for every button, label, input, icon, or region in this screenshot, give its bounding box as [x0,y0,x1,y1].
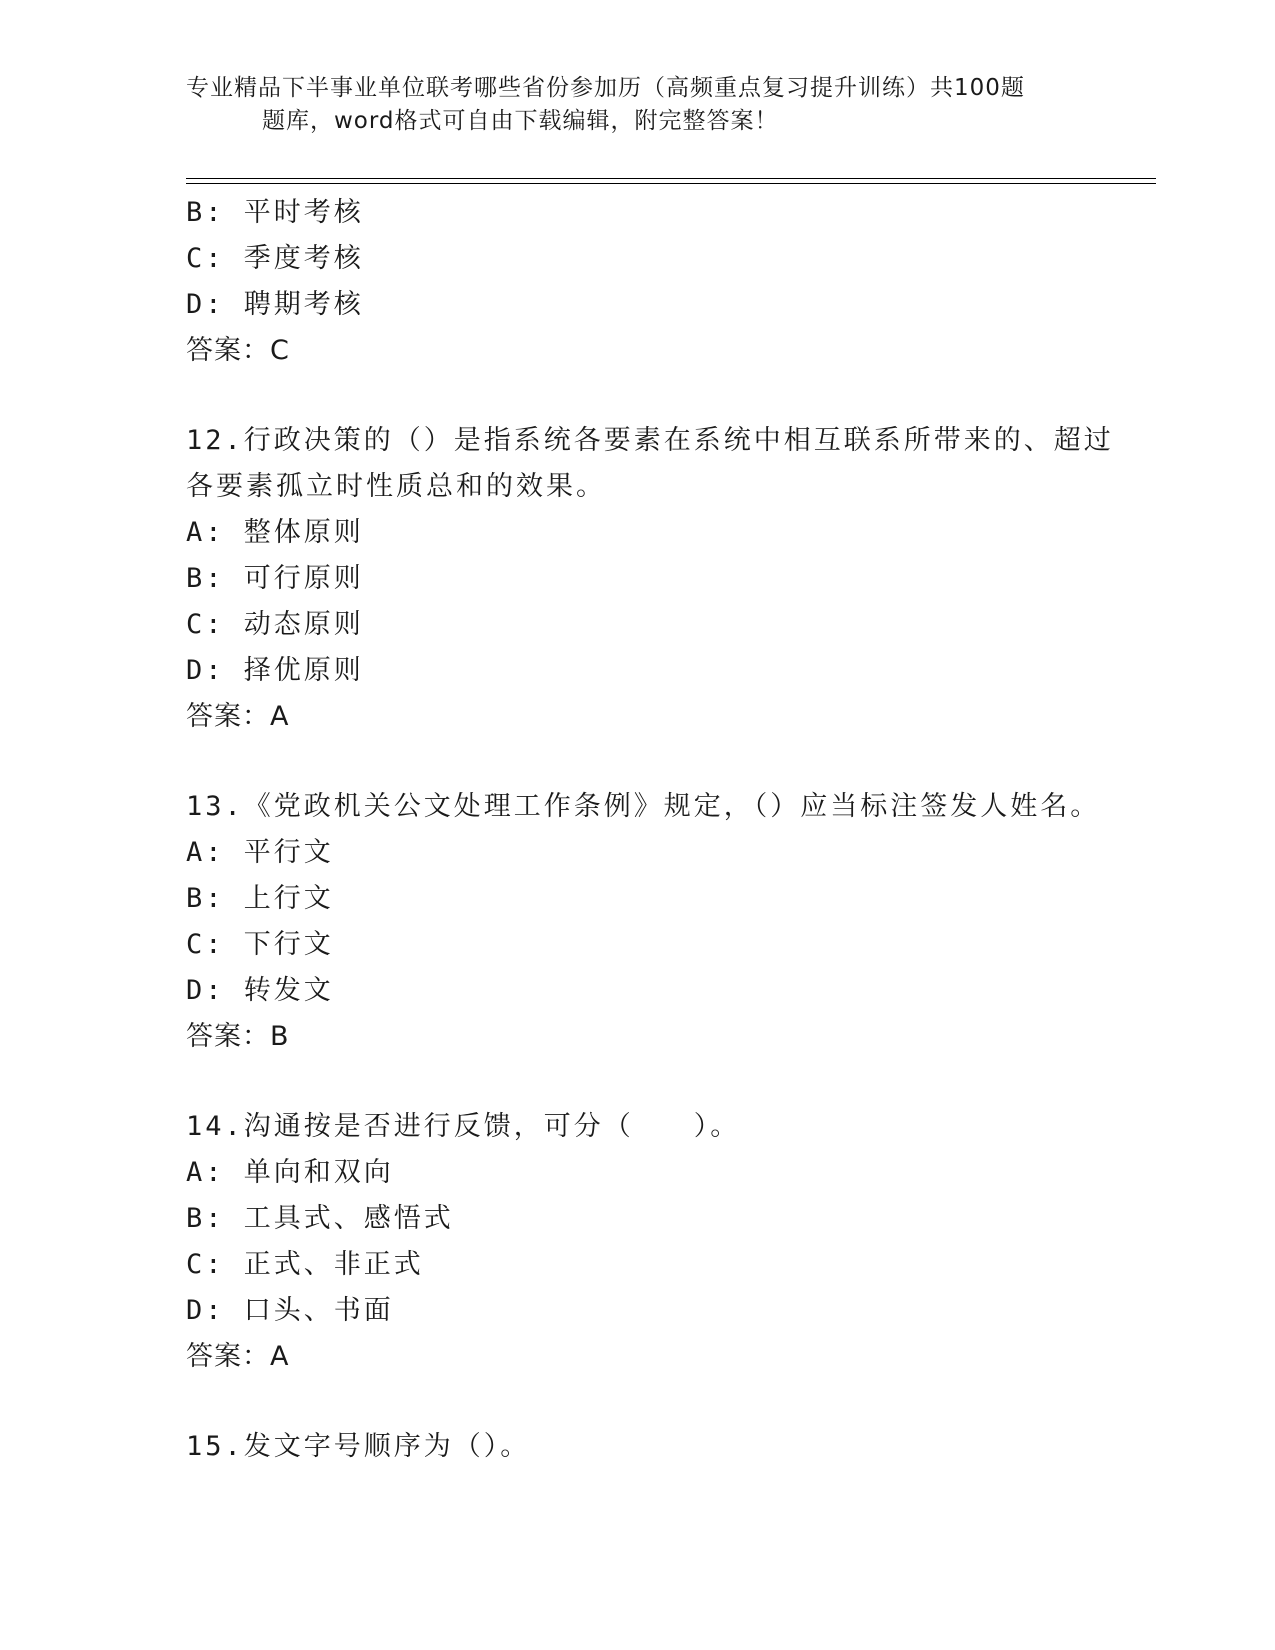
document-header [186,72,1086,138]
option-d: D: 转发文 [186,975,334,1006]
option-c: C: 动态原则 [186,609,364,640]
header-title-line-1: 专业精品下半事业单位联考哪些省份参加历（高频重点复习提升训练）共100题 [186,75,1025,101]
question-11 [186,190,1086,374]
option-c: C: 下行文 [186,929,334,960]
option-a: A: 平行文 [186,837,334,868]
question-12 [186,418,1114,740]
option-c: C: 季度考核 [186,243,364,274]
question-stem-line-1: 12.行政决策的（）是指系统各要素在系统中相互联系所带来的、超过 [186,425,1114,456]
question-13 [186,784,1101,1060]
option-b: B: 工具式、感悟式 [186,1203,454,1234]
question-14 [186,1104,1086,1380]
option-b: B: 上行文 [186,883,334,914]
option-b: B: 可行原则 [186,563,364,594]
option-b: B: 平时考核 [186,197,364,228]
header-title-line-2: 题库，word格式可自由下载编辑，附完整答案！ [262,108,779,134]
question-list [186,190,1114,1470]
option-a: A: 单向和双向 [186,1157,394,1188]
question-15 [186,1424,1086,1470]
question-stem: 15.发文字号顺序为（）。 [186,1431,531,1462]
option-a: A: 整体原则 [186,517,364,548]
answer-line: 答案：A [186,1341,290,1372]
question-stem-line-2: 各要素孤立时性质总和的效果。 [186,471,606,502]
header-divider-bottom [186,183,1156,184]
option-d: D: 口头、书面 [186,1295,394,1326]
option-c: C: 正式、非正式 [186,1249,424,1280]
answer-line: 答案：B [186,1021,290,1052]
question-stem: 14.沟通按是否进行反馈，可分（ ）。 [186,1111,741,1142]
option-d: D: 聘期考核 [186,289,364,320]
header-divider-top [186,178,1156,179]
question-stem: 13.《党政机关公文处理工作条例》规定，（）应当标注签发人姓名。 [186,791,1101,822]
option-d: D: 择优原则 [186,655,364,686]
answer-line: 答案：A [186,701,290,732]
answer-line: 答案：C [186,335,290,366]
